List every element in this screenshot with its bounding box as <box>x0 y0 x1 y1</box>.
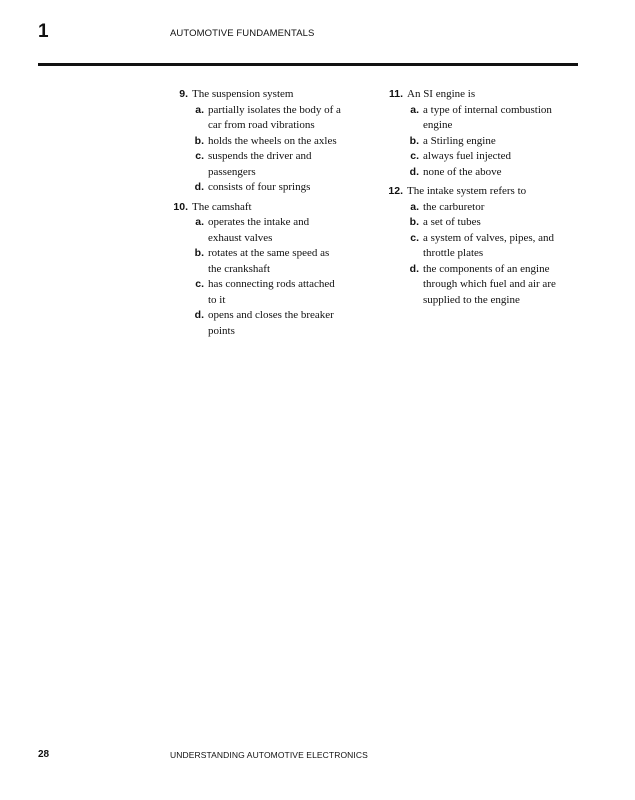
question-number: 12. <box>388 185 403 197</box>
option-letter: b. <box>194 134 204 147</box>
left-column <box>160 87 360 343</box>
option-letter: c. <box>195 150 204 162</box>
option-text: a type of internal combustion engine <box>423 103 552 131</box>
option-letter: a. <box>410 200 419 213</box>
question-11 <box>375 87 575 180</box>
option-text: consists of four springs <box>208 181 311 193</box>
option-text: suspends the driver and passengers <box>208 150 312 178</box>
option-letter: d. <box>194 181 204 193</box>
question-number: 11. <box>388 88 403 100</box>
option-text: opens and closes the breaker points <box>208 309 334 337</box>
right-column <box>375 87 575 312</box>
option-text: a Stirling engine <box>423 134 496 147</box>
option-letter: c. <box>410 231 419 244</box>
option-text: rotates at the same speed as the crankshaft <box>208 247 330 275</box>
option-letter: c. <box>410 150 419 162</box>
question-number: 9. <box>179 88 188 100</box>
option-c <box>375 149 575 165</box>
option-text: a system of valves, pipes, and throttle plates <box>423 231 555 259</box>
option-b <box>375 215 575 231</box>
option-c <box>375 231 575 262</box>
option-text: the components of an engine through which fuel and air are supplied to the engine <box>423 262 556 306</box>
option-text: always fuel injected <box>423 150 511 162</box>
option-c <box>160 277 360 308</box>
option-letter: a. <box>410 103 419 116</box>
option-d <box>375 165 575 181</box>
option-d <box>160 308 360 339</box>
header-rule <box>38 63 578 66</box>
option-letter: c. <box>195 278 204 290</box>
option-letter: b. <box>409 216 419 228</box>
question-9 <box>160 87 360 196</box>
option-letter: a. <box>195 216 204 228</box>
option-a <box>375 103 575 134</box>
question-number: 10. <box>173 200 188 213</box>
chapter-title: AUTOMOTIVE FUNDAMENTALS <box>170 28 315 39</box>
option-letter: b. <box>194 247 204 259</box>
option-c <box>160 149 360 180</box>
option-text: holds the wheels on the axles <box>208 134 337 147</box>
option-letter: d. <box>409 262 419 275</box>
option-text: operates the intake and exhaust valves <box>208 216 310 244</box>
option-letter: d. <box>194 309 204 321</box>
option-letter: d. <box>409 165 419 178</box>
option-letter: a. <box>195 103 204 116</box>
question-12 <box>375 184 575 308</box>
option-text: a set of tubes <box>423 216 481 228</box>
question-text: An SI engine is <box>407 88 476 100</box>
chapter-number: 1 <box>38 21 49 42</box>
option-text: none of the above <box>423 165 502 178</box>
option-a <box>160 103 360 134</box>
option-a <box>375 200 575 216</box>
question-text: The intake system refers to <box>407 185 527 197</box>
option-text: the carburetor <box>423 200 485 213</box>
option-d <box>375 262 575 309</box>
option-letter: b. <box>409 134 419 147</box>
option-d <box>160 180 360 196</box>
question-10 <box>160 200 360 340</box>
question-text: The suspension system <box>192 88 294 100</box>
option-b <box>160 134 360 150</box>
page-number: 28 <box>38 749 50 760</box>
book-title: UNDERSTANDING AUTOMOTIVE ELECTRONICS <box>170 750 368 760</box>
option-a <box>160 215 360 246</box>
option-text: has connecting rods attached to it <box>208 278 335 306</box>
question-text: The camshaft <box>192 200 252 213</box>
option-b <box>375 134 575 150</box>
option-b <box>160 246 360 277</box>
option-text: partially isolates the body of a car from road vibrations <box>208 103 341 131</box>
